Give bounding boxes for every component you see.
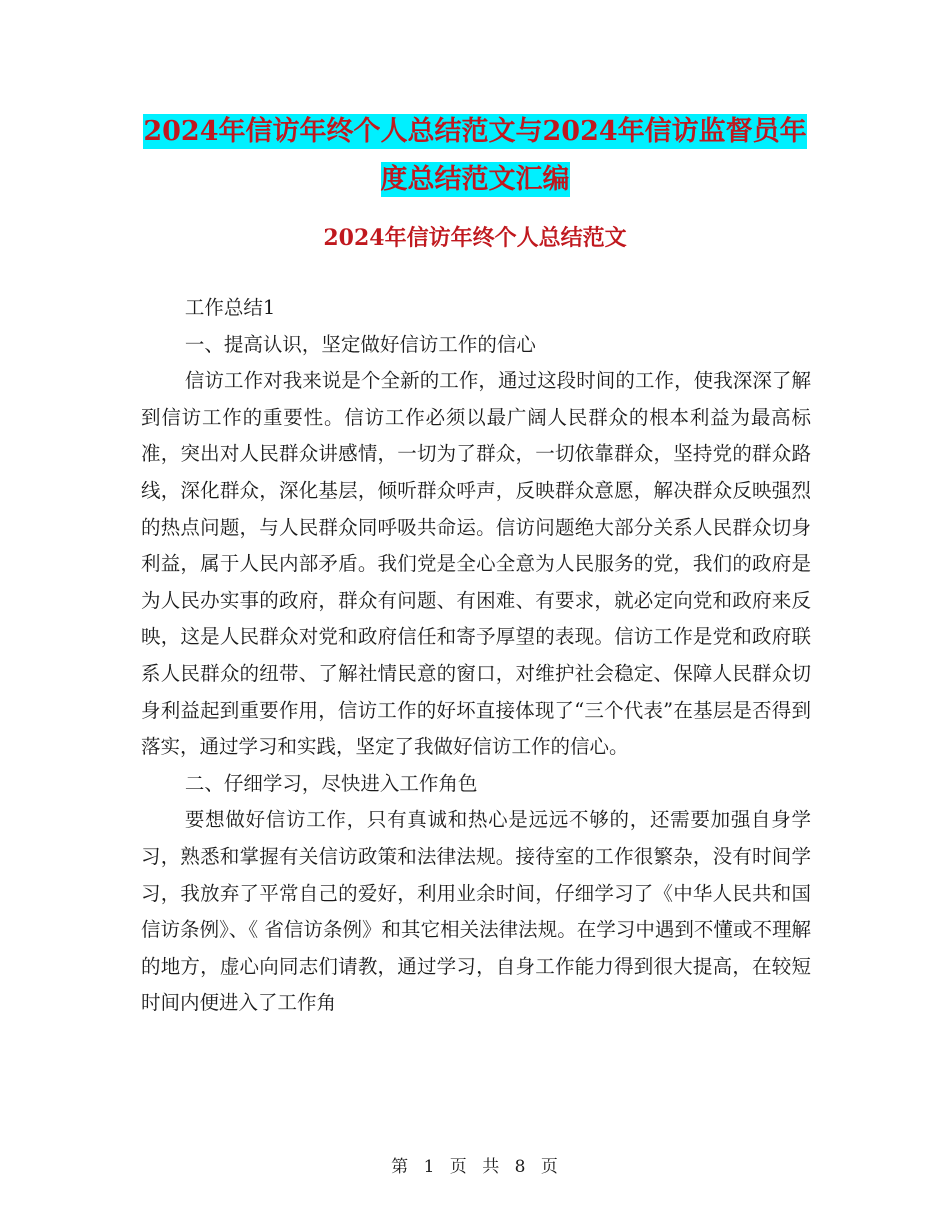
footer-total-label: 共 — [482, 1157, 501, 1177]
footer-total-pages: 8 — [514, 1157, 527, 1177]
document-body — [141, 290, 811, 1022]
paragraph-one: 信访工作对我来说是个全新的工作，通过这段时间的工作，使我深深了解到信访工作的重要性。信访工作必须以最广阔人民群众的根本利益为最高标准，突出对人民群众讲感情，一切为了群众，一切依靠群众，坚持党的群众路线，深化群众，深化基层，倾听群众呼声，反映群众意愿，解决群众反映强烈的热点问题，与人民群众同呼吸共命运。信访问题绝大部分关系人民群众切身利益，属于人民内部矛盾。我们党是全心全意为人民服务的党，我们的政府是为人民办实事的政府，群众有问题、有困难、有要求，就必定向党和政府来反映，这是人民群众对党和政府信任和寄予厚望的表现。信访工作是党和政府联系人民群众的纽带、了解社情民意的窗口，对维护社会稳定、保障人民群众切身利益起到重要作用，信访工作的好坏直接体现了“三个代表”在基层是否得到落实，通过学习和实践，坚定了我做好信访工作的信心。 — [141, 369, 811, 759]
paragraph-two: 要想做好信访工作，只有真诚和热心是远远不够的，还需要加强自身学习，熟悉和掌握有关信访政策和法律法规。接待室的工作很繁杂，没有时间学习，我放弃了平常自己的爱好，利用业余时间，仔细学习了《中华人民共和国信访条例》、《 省信访条例》和其它相关法律法规。在学习中遇到不懂或不理解的地方，虚心向同志们请教，通过学习，自身工作能力得到很大提高，在较短时间内便进入了工作角 — [141, 808, 811, 1015]
footer-page-number: 1 — [423, 1157, 436, 1177]
footer-page-label: 页 — [449, 1157, 468, 1177]
heading-one: 一、提高认识，坚定做好信访工作的信心 — [184, 332, 536, 356]
footer-prefix: 第 — [391, 1157, 410, 1177]
footer-suffix: 页 — [540, 1157, 559, 1177]
page-footer — [0, 1152, 950, 1177]
section-title: 2024年信访年终个人总结范文 — [323, 225, 627, 251]
document-title-line-2: 度总结范文汇编 — [380, 164, 570, 195]
document-title — [0, 108, 950, 204]
document-title-line-1: 2024年信访年终个人总结范文与2024年信访监督员年 — [143, 116, 807, 147]
work-summary-label: 工作总结1 — [184, 296, 276, 319]
heading-two: 二、仔细学习，尽快进入工作角色 — [184, 771, 478, 795]
